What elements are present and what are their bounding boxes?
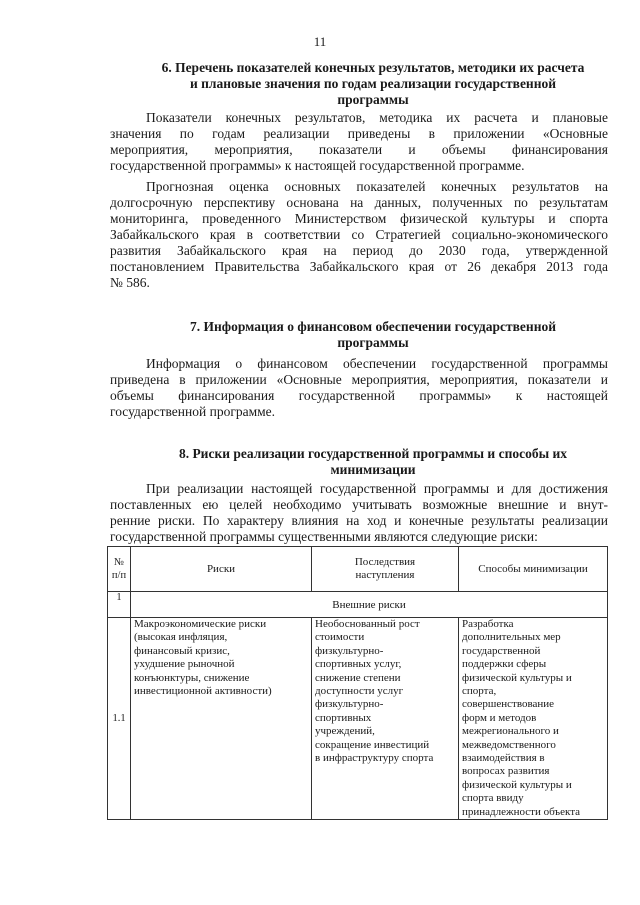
text-line: значения по годам реализации приведены в приложении «Основные [110, 126, 608, 141]
section-8-heading [118, 446, 628, 478]
cell-line: конъюнктуры, снижение [134, 671, 250, 684]
cell-line: физкультурно- [315, 698, 384, 711]
cell-line: сокращение инвестиций [315, 738, 430, 751]
heading-line: программы [337, 92, 409, 107]
cell-line: физической культуры и [462, 671, 572, 684]
mitigation-cell [459, 618, 608, 820]
cell-line: доступности услуг [315, 685, 404, 698]
cell-line: межрегионального и [462, 725, 559, 738]
cell-line: поддержки сферы [462, 658, 547, 671]
cell-line: (высокая инфляция, [134, 631, 228, 644]
heading-line: 6. Перечень показателей конечных результатов, методики их расчета [161, 60, 585, 75]
text-line: государственной программы» к настоящей государственной программе. [110, 158, 525, 173]
cell-line: снижение степени [315, 671, 401, 684]
section-7-heading [118, 319, 628, 351]
table-group-row [108, 592, 608, 618]
cell-line: Разработка [462, 618, 514, 630]
table-row [108, 618, 608, 820]
header-consequences-line: наступления [355, 569, 415, 581]
cell-line: спорта ввиду [462, 792, 524, 805]
cell-line: принадлежности объекта [462, 805, 581, 818]
cell-line: спортивных [315, 711, 372, 724]
text-line: мероприятия, мероприятия, показатели и объемы финансирования [110, 142, 608, 157]
text-line: Показатели конечных результатов, методика их расчета и плановые [146, 110, 608, 125]
risk-cell-text [134, 618, 308, 698]
text-line: мониторинга, проведенного Министерством физической культуры и спорта [110, 211, 608, 226]
text-line: поставленных ею целей необходимо учитывать возможные внешние и внут- [110, 497, 608, 512]
cell-line: совершенствование [462, 698, 555, 711]
consequence-cell-text [315, 618, 455, 765]
risks-table [107, 546, 608, 820]
cell-line: Макроэкономические риски [134, 618, 267, 630]
header-number-line: п/п [111, 570, 127, 581]
heading-line: программы [337, 335, 409, 350]
section-8-paragraph [110, 481, 608, 545]
cell-line: взаимодействия в [462, 752, 545, 765]
header-number [108, 547, 131, 592]
cell-line: государственной [462, 644, 541, 657]
section-6-heading [118, 60, 628, 108]
header-consequences-line: Последствия [354, 556, 416, 568]
consequence-cell [312, 618, 459, 820]
section-7-paragraph [110, 356, 608, 420]
cell-line: форм и методов [462, 711, 537, 724]
cell-line: вопросах развития [462, 765, 550, 778]
cell-line: финансовый кризис, [134, 644, 230, 657]
risk-cell [131, 618, 312, 820]
cell-line: физкультурно- [315, 644, 384, 657]
text-line: объемы финансирования государственной программы» к настоящей [110, 388, 608, 403]
cell-line: Необоснованный рост [315, 618, 420, 630]
text-line: постановлением Правительства Забайкальского края от 26 декабря 2013 года [110, 259, 608, 274]
section-6-paragraph-2 [110, 179, 608, 291]
text-line: развития Забайкальского края на период до 2030 года, утвержденной [110, 243, 608, 258]
header-mitigation: Способы минимизации [459, 547, 608, 592]
header-risks: Риски [131, 547, 312, 592]
group-label: Внешние риски [131, 592, 608, 618]
group-number: 1 [108, 592, 131, 618]
text-line: приведена в приложении «Основные мероприятия, мероприятия, показатели и [110, 372, 608, 387]
row-number: 1.1 [108, 618, 131, 820]
text-line: ренние риски. По характеру влияния на ход и конечные результаты реализации [110, 513, 608, 528]
text-line: государственной программе. [110, 404, 276, 419]
cell-line: физической культуры и [462, 778, 572, 791]
heading-line: 7. Информация о финансовом обеспечении государственной [189, 319, 557, 334]
cell-line: в инфраструктуру спорта [315, 752, 434, 765]
cell-line: межведомственного [462, 738, 556, 751]
text-line: Забайкальского края в соответствии со Стратегией социально-экономического [110, 227, 608, 242]
cell-line: спортивных услуг, [315, 658, 402, 671]
header-number-line: № [113, 557, 125, 568]
text-line: № 586. [110, 275, 150, 290]
text-line: Прогнозная оценка основных показателей конечных результатов на [146, 179, 608, 194]
cell-line: учреждений, [315, 725, 375, 738]
text-line: Информация о финансовом обеспечении государственной программы [146, 356, 608, 371]
cell-line: инвестиционной активности) [134, 685, 272, 698]
text-line: долгосрочную перспективу основана на данных, полученных по результатам [110, 195, 608, 210]
cell-line: ухудшение рыночной [134, 658, 235, 671]
mitigation-cell-text [462, 618, 604, 819]
cell-line: спорта, [462, 685, 497, 698]
text-line: При реализации настоящей государственной программы и для достижения [146, 481, 608, 496]
section-6-paragraph-1 [110, 110, 608, 174]
heading-line: и плановые значения по годам реализации государственной [189, 76, 557, 91]
table-header-row [108, 547, 608, 592]
header-consequences [312, 547, 459, 592]
text-line: государственной программы существенными являются следующие риски: [110, 529, 538, 544]
cell-line: стоимости [315, 631, 365, 644]
heading-line: минимизации [330, 462, 416, 477]
page-number: 11 [313, 34, 327, 49]
cell-line: дополнительных мер [462, 631, 561, 644]
heading-line: 8. Риски реализации государственной программы и способы их [178, 446, 568, 461]
